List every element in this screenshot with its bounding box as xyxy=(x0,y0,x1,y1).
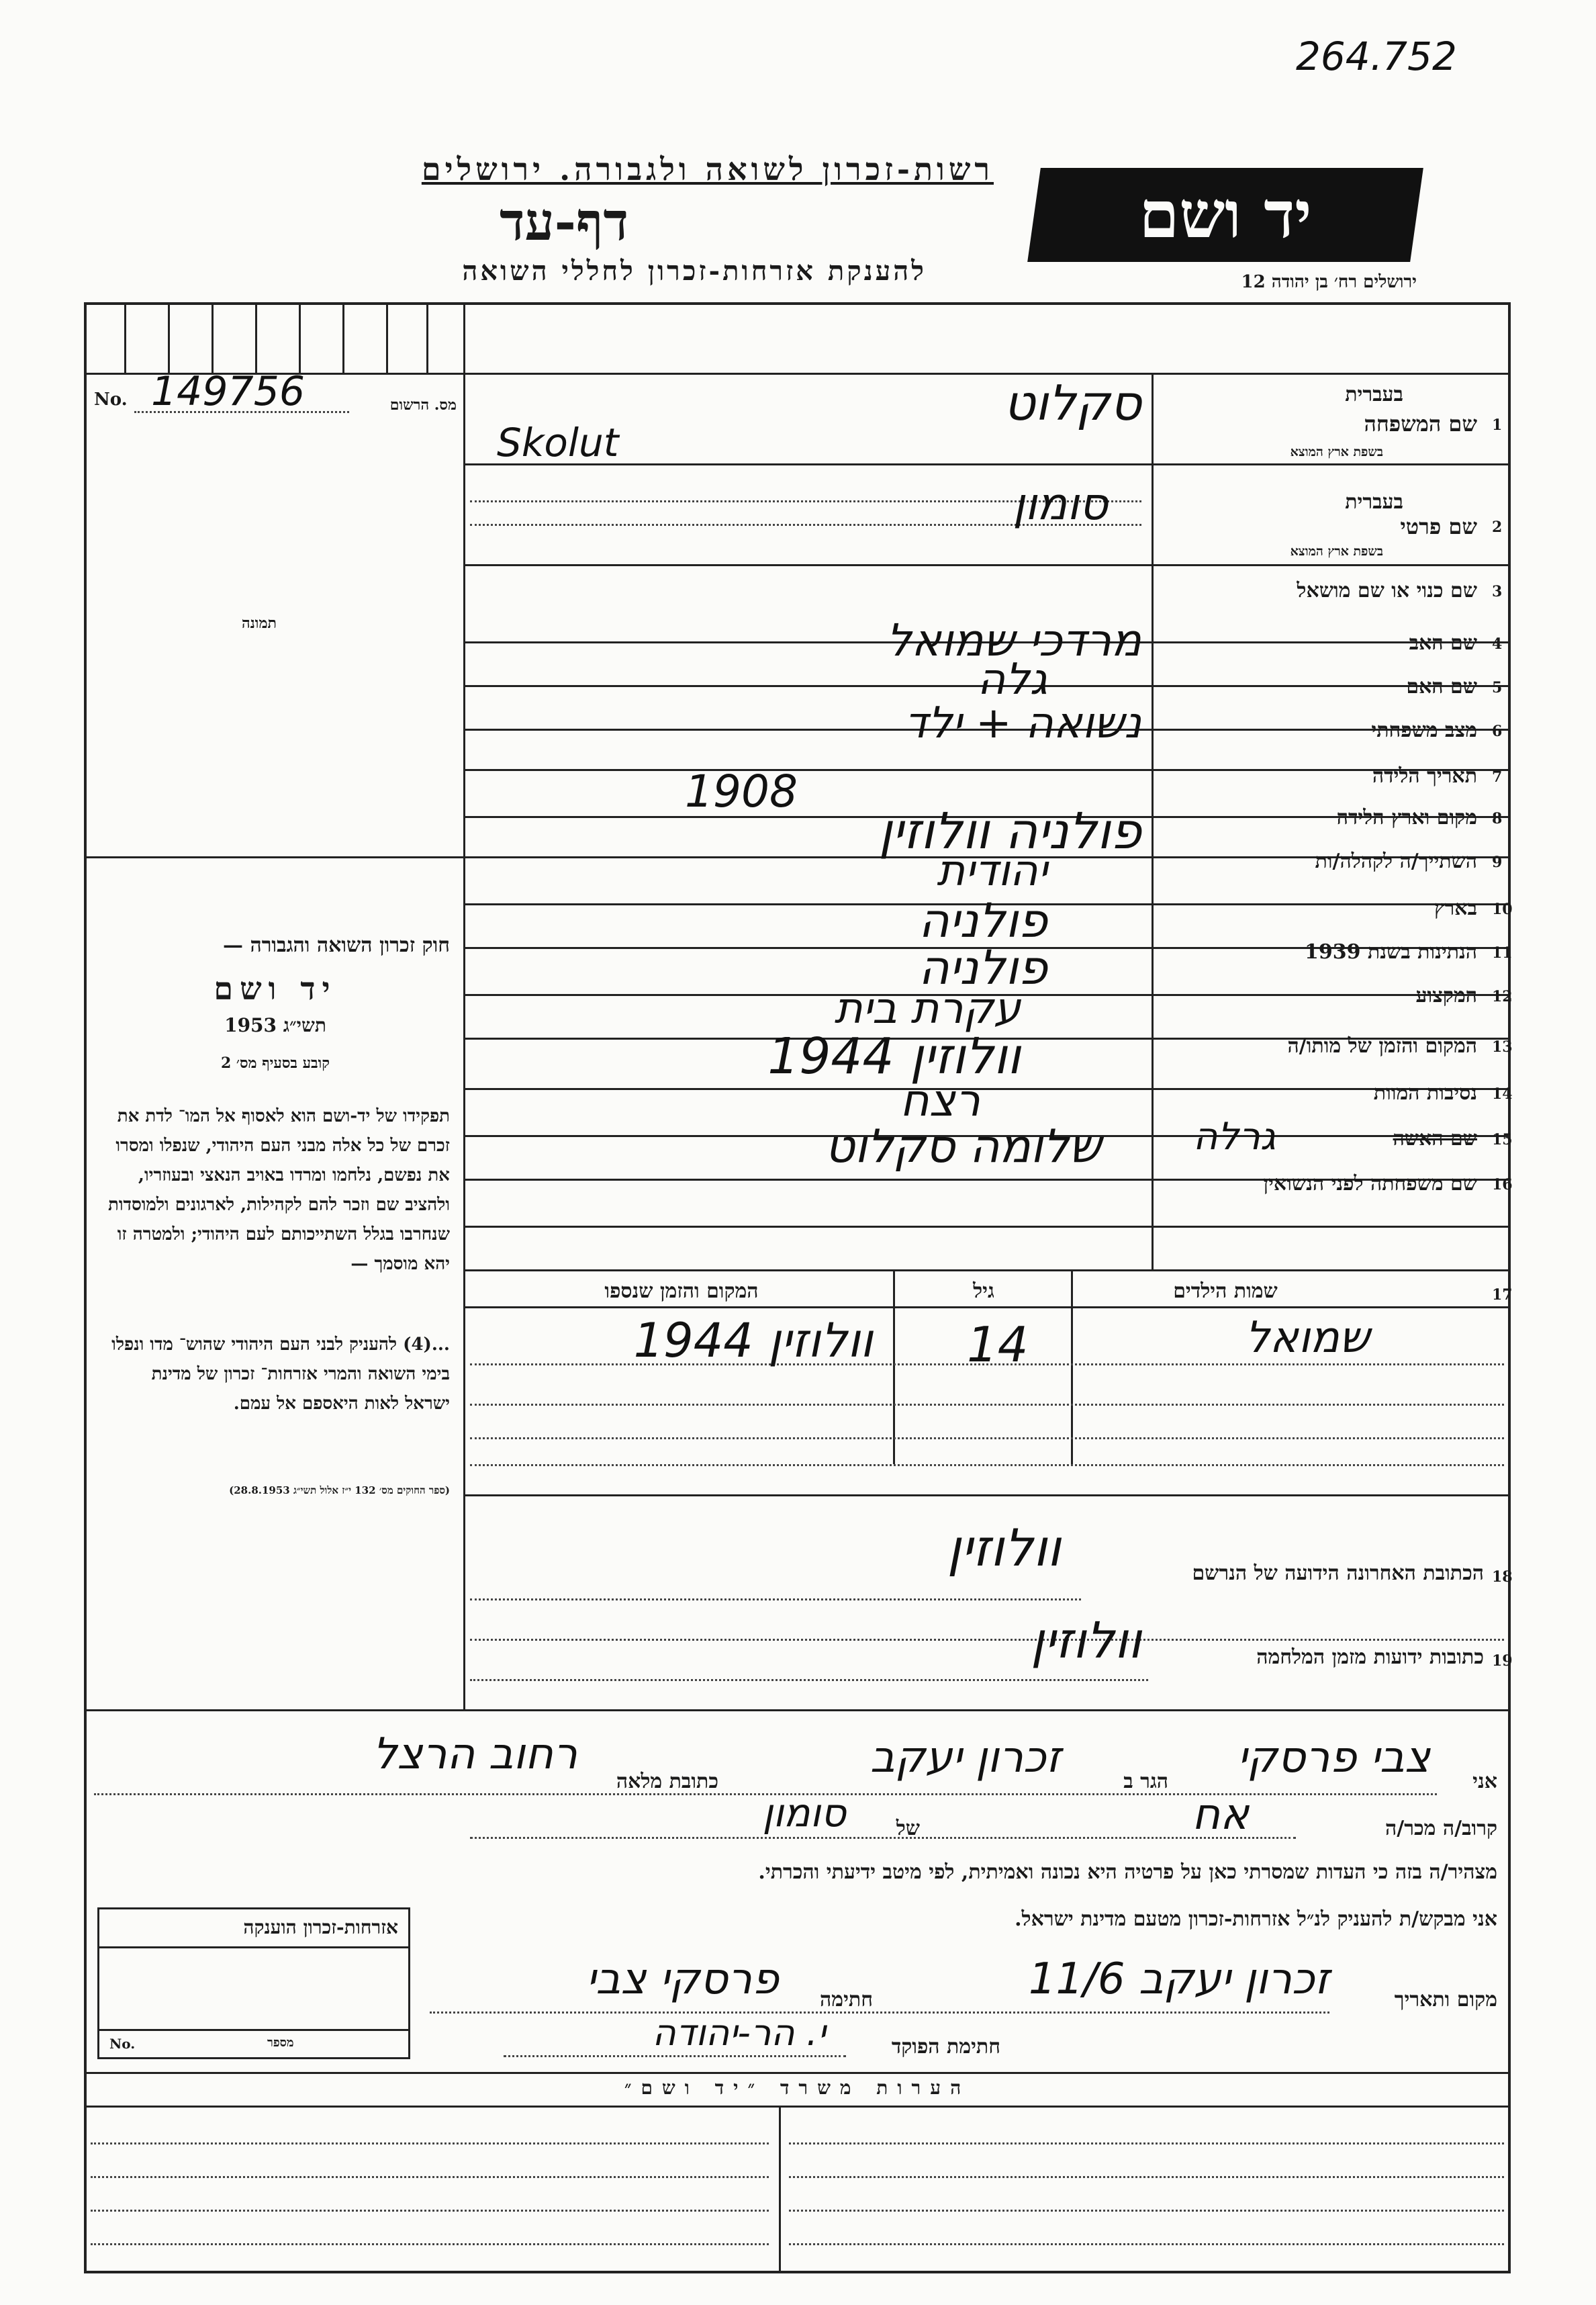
field-4-label: שם האב xyxy=(1409,631,1477,655)
field-6-number: 6 xyxy=(1492,723,1503,740)
decl-of-value: סומון xyxy=(762,1790,846,1836)
field-9-label: השתייך/ה לקהלה/ות xyxy=(1315,850,1477,873)
form-title: דף-עד xyxy=(500,191,628,253)
field-1-origin-value: Skolut xyxy=(497,420,619,465)
authority-title: רשות-זכרון לשואה ולגבורה. ירושלים xyxy=(421,151,994,187)
decl-sign-label: חתימה xyxy=(820,1988,873,2012)
field-16-number: 16 xyxy=(1492,1176,1513,1193)
decl-place-date-label: מקום ותאריך xyxy=(1394,1988,1497,2012)
field-15-number: 15 xyxy=(1492,1131,1513,1148)
field-11-value: פולניה xyxy=(919,940,1047,995)
stamp-box-no-label: No. xyxy=(109,2036,136,2052)
registry-number: 149756 xyxy=(151,368,306,415)
field-6-value: נשואה + ילד xyxy=(904,698,1141,748)
decl-city: זכרון יעקב xyxy=(870,1733,1061,1782)
law-name: יד ושם xyxy=(214,970,337,1007)
decl-of-label: של xyxy=(896,1817,920,1840)
field-9-number: 9 xyxy=(1492,854,1503,871)
field-10-label: בארץ xyxy=(1434,897,1477,920)
field-14-number: 14 xyxy=(1492,1085,1513,1103)
field-4-value: מרדכי שמואל xyxy=(886,615,1141,666)
address-line: ירושלים רח׳ בן יהודה 12 xyxy=(1241,272,1417,292)
decl-full-address-label: כתובת מלאה xyxy=(616,1770,718,1793)
decl-ani: אני xyxy=(1472,1770,1497,1793)
field-13-label: המקום והזמן של מותו/ה xyxy=(1287,1034,1477,1058)
decl-line-1: מצהיר/ה בזה כי העדות שמסרתי כאן על פרטיה היא נכונה ואמיתית, לפי מיטב ידיעתי והכרתי. xyxy=(758,1860,1497,1884)
field-2-sub-origin: בשפת ארץ המוצא xyxy=(1290,544,1383,559)
yad-vashem-logo xyxy=(1027,168,1423,262)
field-7-number: 7 xyxy=(1492,768,1503,786)
field-19-value: וולוזין xyxy=(1031,1612,1141,1670)
logo-text: יד ושם xyxy=(1139,177,1312,253)
field-1-value: סקלוט xyxy=(1003,375,1141,431)
field-7-label: תאריך הלידה xyxy=(1372,764,1477,788)
stamp-box-title: אזרחות-זכרון הוענקה xyxy=(243,1916,398,1938)
law-paragraph-2: ...(4) להעניק לבני העם היהודי שהוש־ מדו ונפלו בימי השואה והמרי אזרחות־ זכרון של מדינת ישראל לאות היאספם אל עמם. xyxy=(111,1335,450,1414)
citizenship-stamp-box xyxy=(97,1907,410,2059)
registry-label: מס. הרשום xyxy=(389,396,457,414)
field-1-sub-origin: בשפת ארץ המוצא xyxy=(1290,445,1383,459)
decl-relative-label: קרוב/ה מכר/ה xyxy=(1385,1817,1497,1840)
decl-officer-label: חתימת הפוקד xyxy=(891,2035,1000,2059)
decl-full-address: רחוב הרצל xyxy=(373,1729,577,1779)
file-number: 264.752 xyxy=(1296,34,1457,79)
stamp-box-num-label: מספר xyxy=(267,2036,294,2050)
field-18-number: 18 xyxy=(1492,1568,1513,1586)
field-3-label: שם כנוי או שם מושאל xyxy=(1297,579,1477,602)
photo-label: תמונה xyxy=(242,615,277,632)
field-10-number: 10 xyxy=(1492,901,1513,918)
field-17-number: 17 xyxy=(1492,1286,1513,1304)
field-19-number: 19 xyxy=(1492,1652,1513,1670)
field-8-number: 8 xyxy=(1492,810,1503,827)
law-year: תשי״ג 1953 xyxy=(224,1014,326,1036)
field-1-number: 1 xyxy=(1492,416,1503,434)
law-paragraph-1: תפקידו של יד-ושם הוא לאסוף אל המו־ לדת את זכרם של כל אלה מבני העם היהודי, שנפלו ומסרו את נפשם, נלחמו ומרדו באויב הנאצי ובעוזריו, ולהציב שם וזכר להם לקהילות, לארגונים ולמוסדות שנחרבו בגלל השתייכותם לעם היהודי; ולמטרה זו יהא מוסמך — xyxy=(107,1106,450,1274)
law-title: חוק זכרון השואה והגבורה — xyxy=(223,934,450,957)
decl-relation: אח xyxy=(1192,1790,1249,1840)
field-16-label: שם משפחתה לפני הנשואין xyxy=(1263,1172,1477,1195)
field-11-number: 11 xyxy=(1492,944,1513,962)
child-1-name: שמואל xyxy=(1245,1313,1370,1363)
children-col-place: המקום והזמן שנספו xyxy=(604,1279,759,1303)
field-15-label: שם האשה xyxy=(1393,1127,1477,1150)
law-clause: קובע בסעיף מס׳ 2 xyxy=(220,1054,330,1072)
decl-signature: פרסקי צבי xyxy=(586,1954,779,2004)
field-1-sub-hebrew: בעברית xyxy=(1345,383,1403,406)
field-5-label: שם האם xyxy=(1406,675,1477,698)
office-notes-title: הערות משרד ״יד ושם״ xyxy=(624,2077,971,2099)
form-subtitle: להענקת אזרחות-זכרון לחללי השואה xyxy=(462,255,927,287)
children-col-age: גיל xyxy=(973,1279,994,1303)
children-col-names: שמות הילדים xyxy=(1173,1279,1278,1303)
field-12-number: 12 xyxy=(1492,988,1513,1005)
registry-no-label: No. xyxy=(94,390,128,410)
field-6-label: מצב משפחתי xyxy=(1371,719,1477,742)
field-11-label: הנתינות בשנת 1939 xyxy=(1304,940,1477,964)
field-5-value: גלה xyxy=(977,655,1047,705)
field-10-value: פולניה xyxy=(919,893,1047,948)
field-1-label: שם המשפחה xyxy=(1364,411,1477,437)
field-2-value: סומון xyxy=(1013,478,1108,530)
field-14-value: רצח xyxy=(900,1075,980,1126)
field-12-value: עקרת בית xyxy=(834,984,1021,1034)
field-5-number: 5 xyxy=(1492,679,1503,696)
field-4-number: 4 xyxy=(1492,635,1503,653)
decl-name: צבי פרסקי xyxy=(1237,1733,1430,1782)
field-2-label: שם פרטי xyxy=(1400,514,1477,539)
field-18-value: וולוזין xyxy=(947,1518,1061,1578)
field-2-number: 2 xyxy=(1492,518,1503,536)
field-13-value: וולוזין 1944 xyxy=(767,1028,1021,1085)
field-3-number: 3 xyxy=(1492,583,1503,600)
field-12-label: המקצוע xyxy=(1415,984,1477,1007)
decl-place-date: זכרון יעקב 11/6 xyxy=(1028,1954,1329,2004)
field-8-label: מקום וארץ הלידה xyxy=(1336,806,1477,829)
field-9-value: יהודית xyxy=(937,846,1047,896)
decl-line-2: אני מבקש/ת להעניק לנ״ל אזרחות-זכרון מטעם מדינת ישראל. xyxy=(1015,1907,1497,1931)
field-15-value: שלומה סקלוט xyxy=(825,1120,1101,1173)
decl-officer-signature: י. הר-יהודה xyxy=(652,2012,826,2054)
field-15-extra: גרלה xyxy=(1192,1115,1276,1159)
field-18-label: הכתובת האחרונה הידועה של הנרשם xyxy=(1192,1562,1484,1585)
child-1-age: 14 xyxy=(967,1316,1029,1373)
field-13-number: 13 xyxy=(1492,1038,1513,1056)
field-8-value: פולניה וולוזין xyxy=(878,803,1141,860)
child-1-place: וולוזין 1944 xyxy=(633,1313,873,1368)
decl-resident-label: הגר ב xyxy=(1123,1770,1168,1793)
field-14-label: נסיבות המוות xyxy=(1373,1081,1477,1105)
field-19-label: כתובות ידועות מזמן המלחמה xyxy=(1256,1645,1484,1669)
law-reference: (ספר החוקים מס׳ 132 י״ז אלול תשי״ג 28.8.1953) xyxy=(229,1484,450,1496)
field-7-value: 1908 xyxy=(685,766,798,817)
field-2-sub-hebrew: בעברית xyxy=(1345,490,1403,514)
